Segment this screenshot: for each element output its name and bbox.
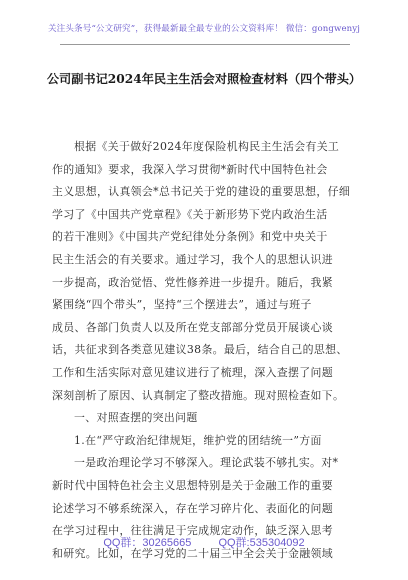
body-line: 一步提高，政治觉悟、党性修养进一步提升。随后，我紧 (52, 275, 334, 289)
body-line: 主义思想，认真领会*总书记关于党的建设的重要思想，仔细 (52, 185, 351, 199)
document-title: 公司副书记2024年民主生活会对照检查材料（四个带头） (46, 72, 362, 86)
header-note: 关注头条号“公文研究”，获得最新最全最专业的公文资料库！ 微信：gongwenyj (47, 24, 361, 34)
header-divider (60, 44, 350, 45)
document-body (52, 136, 364, 565)
footer-qq-group-2: QQ群:535304092 (218, 537, 305, 549)
footer-contact (0, 534, 408, 550)
body-line: 民主生活会的有关要求。通过学习，我个人的思想认识进 (52, 252, 334, 266)
body-line: 一是政治理论学习不够深入。理论武装不够扎实。对* (74, 456, 339, 470)
body-line: 在学习过程中，往往满足于完成规定动作，缺乏深入思考 (52, 524, 334, 538)
body-line: 学习了《中国共产党章程》《关于新形势下党内政治生活 (52, 207, 328, 221)
body-line: 成员、各部门负责人以及所在党支部部分党员开展谈心谈 (52, 320, 334, 334)
section-heading: 一、对照查摆的突出问题 (74, 411, 198, 425)
body-line: 根据《关于做好2024年度保险机构民主生活会有关工 (74, 140, 340, 153)
subsection-heading: 1.在“严守政治纪律规矩，维护党的团结统一”方面 (74, 433, 322, 447)
body-line: 新时代中国特色社会主义思想特别是关于金融工作的重要 (52, 478, 334, 492)
body-line: 话，共征求到各类意见建议38条。最后，结合自己的思想、 (52, 343, 348, 357)
body-line: 论述学习不够系统深入，存在学习碎片化、表面化的问题 (52, 501, 334, 515)
body-line: 作的通知》要求，我深入学习贯彻*新时代中国特色社会 (52, 162, 328, 176)
body-line: 和研究。比如，在学习党的二十届三中全会关于金融领域 (52, 546, 334, 560)
body-line: 紧围绕“四个带头”，坚持“三个摆进去”，通过与班子 (52, 298, 312, 312)
body-line: 工作和生活实际对意见建议进行了梳理，深入查摆了问题 (52, 365, 334, 379)
body-line: 深刻剖析了原因、认真制定了整改措施。现对照检查如下。 (52, 388, 345, 402)
footer-qq-group-1: QQ群：30265665 (103, 537, 192, 549)
body-line: 的若干准则》《中国共产党纪律处分条例》和党中央关于 (52, 230, 328, 244)
